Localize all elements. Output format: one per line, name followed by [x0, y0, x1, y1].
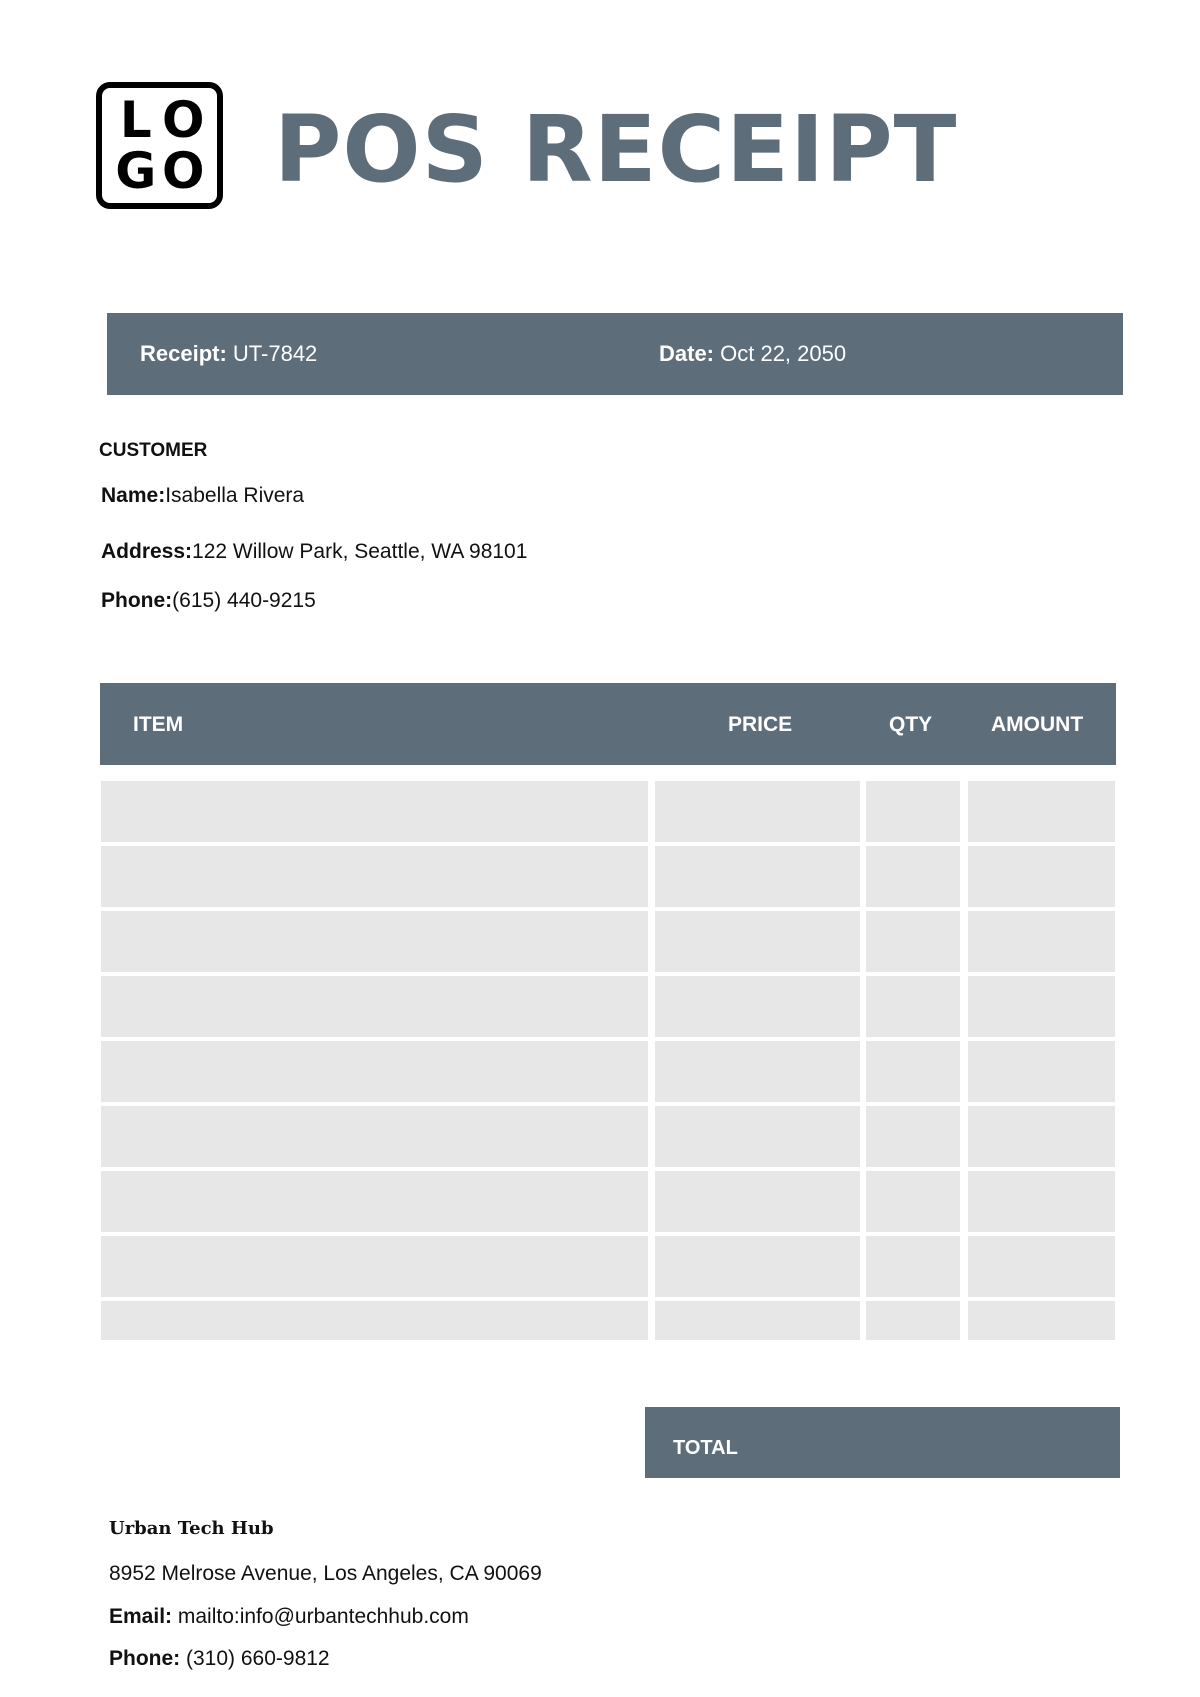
table-cell-qty[interactable] [866, 1171, 960, 1232]
company-address: 8952 Melrose Avenue, Los Angeles, CA 90069 [109, 1562, 542, 1585]
table-cell-qty[interactable] [866, 846, 960, 907]
receipt-date [659, 341, 846, 367]
receipt-label: Receipt: [140, 341, 227, 366]
table-header [100, 683, 1116, 765]
customer-name [101, 484, 304, 508]
table-cell-amount[interactable] [968, 1171, 1115, 1232]
customer-address [101, 540, 527, 564]
table-cell-price[interactable] [655, 1171, 860, 1232]
phone-value: (615) 440-9215 [172, 589, 316, 612]
name-value: Isabella Rivera [165, 484, 305, 507]
customer-phone [101, 589, 316, 613]
table-cell-price[interactable] [655, 846, 860, 907]
table-cell-price[interactable] [655, 911, 860, 972]
table-cell-qty[interactable] [866, 1301, 960, 1340]
page-title: POS RECEIPT [274, 96, 958, 203]
table-cell-amount[interactable] [968, 1236, 1115, 1297]
table-cell-item[interactable] [101, 1236, 648, 1297]
table-cell-item[interactable] [101, 976, 648, 1037]
table-cell-amount[interactable] [968, 781, 1115, 842]
date-value: Oct 22, 2050 [714, 341, 847, 366]
table-cell-item[interactable] [101, 781, 648, 842]
total-box [645, 1407, 1120, 1478]
table-cell-qty[interactable] [866, 1236, 960, 1297]
receipt-info-band [107, 313, 1123, 395]
logo [96, 82, 223, 209]
logo-letter: G [115, 142, 157, 201]
column-price: PRICE [728, 713, 793, 736]
table-cell-item[interactable] [101, 1301, 648, 1340]
column-item: ITEM [133, 713, 184, 736]
table-cell-price[interactable] [655, 781, 860, 842]
table-cell-qty[interactable] [866, 1106, 960, 1167]
company-email [109, 1605, 469, 1629]
receipt-number [140, 341, 317, 367]
table-cell-amount[interactable] [968, 976, 1115, 1037]
address-label: Address: [101, 540, 193, 563]
table-cell-item[interactable] [101, 846, 648, 907]
table-cell-price[interactable] [655, 1301, 860, 1340]
table-cell-price[interactable] [655, 1041, 860, 1102]
logo-letter: O [161, 142, 205, 201]
address-value: 122 Willow Park, Seattle, WA 98101 [192, 540, 528, 563]
logo-letter: L [119, 90, 152, 149]
date-label: Date: [659, 341, 715, 366]
total-label: TOTAL [673, 1437, 738, 1459]
table-cell-price[interactable] [655, 1236, 860, 1297]
column-qty: QTY [889, 713, 933, 736]
phone-label: Phone: [101, 589, 173, 612]
logo-letter: O [161, 90, 205, 149]
table-cell-qty[interactable] [866, 976, 960, 1037]
table-cell-item[interactable] [101, 911, 648, 972]
table-cell-amount[interactable] [968, 846, 1115, 907]
table-cell-amount[interactable] [968, 1301, 1115, 1340]
table-cell-item[interactable] [101, 1171, 648, 1232]
email-label: Email: [109, 1605, 173, 1628]
column-amount: AMOUNT [991, 713, 1084, 736]
table-cell-amount[interactable] [968, 911, 1115, 972]
table-cell-item[interactable] [101, 1041, 648, 1102]
customer-heading: CUSTOMER [99, 440, 208, 461]
table-cell-qty[interactable] [866, 1041, 960, 1102]
table-cell-qty[interactable] [866, 781, 960, 842]
table-cell-amount[interactable] [968, 1106, 1115, 1167]
phone-label: Phone: [109, 1647, 181, 1670]
receipt-value: UT-7842 [226, 341, 318, 366]
company-name: Urban Tech Hub [109, 1518, 274, 1539]
phone-value: (310) 660-9812 [180, 1647, 330, 1670]
name-label: Name: [101, 484, 166, 507]
table-cell-price[interactable] [655, 1106, 860, 1167]
company-phone [109, 1647, 330, 1671]
table-cell-amount[interactable] [968, 1041, 1115, 1102]
table-cell-price[interactable] [655, 976, 860, 1037]
email-link[interactable]: mailto:info@urbantechhub.com [172, 1605, 469, 1628]
table-cell-qty[interactable] [866, 911, 960, 972]
table-cell-item[interactable] [101, 1106, 648, 1167]
